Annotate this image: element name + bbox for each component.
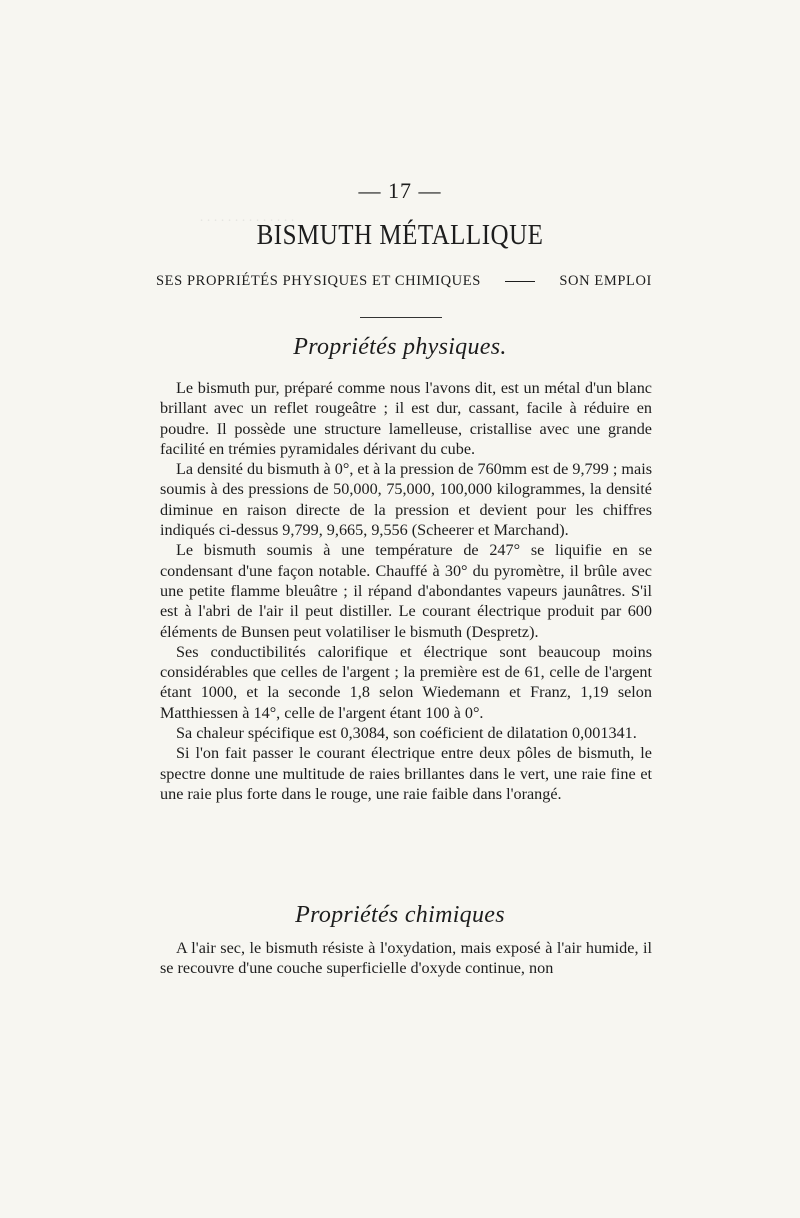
chemical-properties-text [160, 938, 652, 979]
paragraph: Le bismuth pur, préparé comme nous l'avons dit, est un métal d'un blanc brillant avec un reflet rougeâtre ; il est dur, cassant, facile à réduire en poudre. Il possède une structure lamelleuse, cristallise avec une grande facilité en trémies pyramidales dérivant du cube. [160, 379, 652, 458]
paragraph: Si l'on fait passer le courant électrique entre deux pôles de bismuth, le spectre donne une multitude de raies brillantes dans le vert, une raie fine et une raie plus forte dans le rouge, une raie faible dans l'orangé. [160, 744, 652, 803]
page-number: — 17 — [358, 178, 442, 203]
show-through-text: · · · · · · · · · · · · · · [200, 214, 295, 229]
chapter-title: BISMUTH MÉTALLIQUE [256, 220, 544, 251]
paragraph: La densité du bismuth à 0°, et à la pression de 760mm est de 9,799 ; mais soumis à des pressions de 50,000, 75,000, 100,000 kilogrammes, la densité diminue en raison directe de la pression et devient pour les chiffres indiqués ci-dessus 9,799, 9,665, 9,556 (Scheerer et Marchand). [160, 460, 652, 540]
section-heading-physical: Propriétés physiques. [293, 334, 507, 360]
subtitle-left: SES PROPRIÉTÉS PHYSIQUES ET CHIMIQUES [156, 273, 481, 289]
physical-properties-text [160, 378, 652, 804]
subtitle-dash [505, 281, 535, 282]
subtitle-right: SON EMPLOI [559, 273, 652, 289]
paragraph: Le bismuth soumis à une température de 247° se liquifie en se condensant d'une façon notable. Chauffé à 30° du pyromètre, il brûle avec une petite flamme bleuâtre ; il répand d'abondantes vapeurs jaunâtres. S'il est à l'abri de l'air il peut distiller. Le courant électrique produit par 600 éléments de Bunsen peut volatiliser le bismuth (Despretz). [160, 541, 652, 641]
chapter-subtitle [156, 273, 652, 290]
divider-rule [360, 317, 442, 318]
paragraph: Ses conductibilités calorifique et électrique sont beaucoup moins considérables que celles de l'argent ; la première est de 61, celle de l'argent étant 1000, et la seconde 1,8 selon Wiedemann et Franz, 1,19 selon Matthiessen à 14°, celle de l'argent étant 100 à 0°. [160, 642, 652, 722]
paragraph: Sa chaleur spécifique est 0,3084, son coéficient de dilatation 0,001341. [176, 724, 637, 743]
section-heading-chemical: Propriétés chimiques [295, 902, 505, 928]
paragraph: A l'air sec, le bismuth résiste à l'oxydation, mais exposé à l'air humide, il se recouvre d'une couche superficielle d'oxyde continue, non [160, 939, 652, 978]
